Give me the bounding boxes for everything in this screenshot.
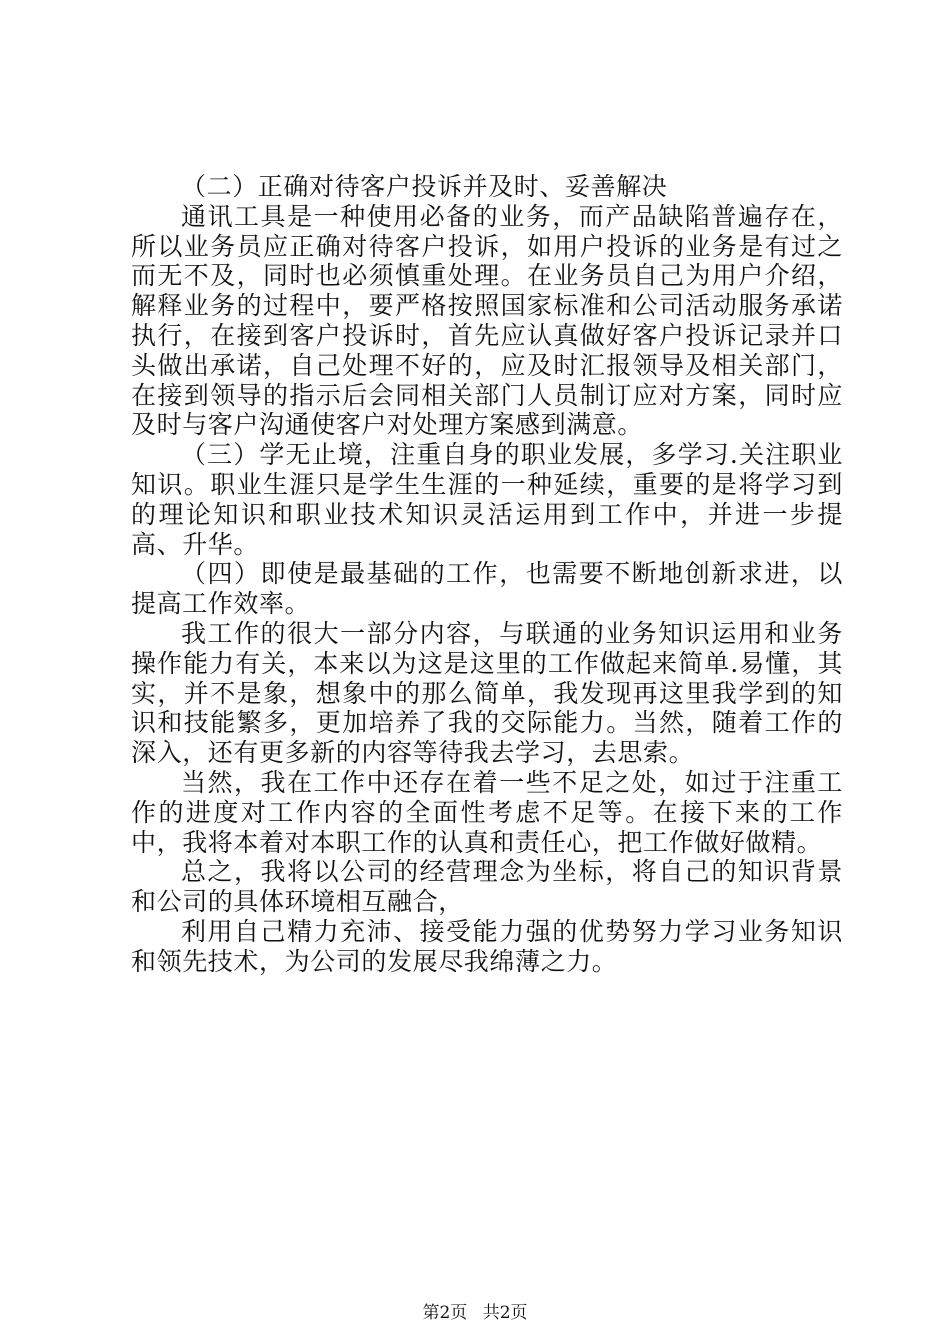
page-footer [0,1303,950,1323]
page-total: 共2页 [482,1303,528,1323]
paragraph-closing: 利用自己精力充沛、接受能力强的优势努力学习业务知识和领先技术，为公司的发展尽我绵薄之力。 [131,916,843,976]
paragraph-shortcomings: 当然，我在工作中还存在着一些不足之处，如过于注重工作的进度对工作内容的全面性考虑不足等。在接下来的工作中，我将本着对本职工作的认真和责任心，把工作做好做精。 [131,767,843,857]
paragraph-conclusion: 总之，我将以公司的经营理念为坐标，将自己的知识背景和公司的具体环境相互融合， [131,857,843,917]
paragraph-heading-4: （四）即使是最基础的工作，也需要不断地创新求进，以提高工作效率。 [131,559,843,619]
paragraph-complaints: 通讯工具是一种使用必备的业务，而产品缺陷普遍存在，所以业务员应正确对待客户投诉，如用户投诉的业务是有过之而无不及，同时也必须慎重处理。在业务员自己为用户介绍，解释业务的过程中，要严格按照国家标准和公司活动服务承诺执行，在接到客户投诉时，首先应认真做好客户投诉记录并口头做出承诺，自己处理不好的，应及时汇报领导及相关部门，在接到领导的指示后会同相关部门人员制订应对方案，同时应及时与客户沟通使客户对处理方案感到满意。 [131,201,843,440]
document-body [131,172,843,977]
paragraph-heading-2: （二）正确对待客户投诉并及时、妥善解决 [181,172,668,201]
page-number: 第2页 [422,1303,468,1323]
paragraph-work-content: 我工作的很大一部分内容，与联通的业务知识运用和业务操作能力有关，本来以为这是这里的工作做起来简单.易懂，其实，并不是象，想象中的那么简单，我发现再这里我学到的知识和技能繁多，更加培养了我的交际能力。当然，随着工作的深入，还有更多新的内容等待我去学习，去思索。 [131,618,843,768]
paragraph-heading-3: （三）学无止境，注重自身的职业发展，多学习.关注职业知识。职业生涯只是学生生涯的一种延续，重要的是将学习到的理论知识和职业技术知识灵活运用到工作中，并进一步提高、升华。 [131,440,843,559]
